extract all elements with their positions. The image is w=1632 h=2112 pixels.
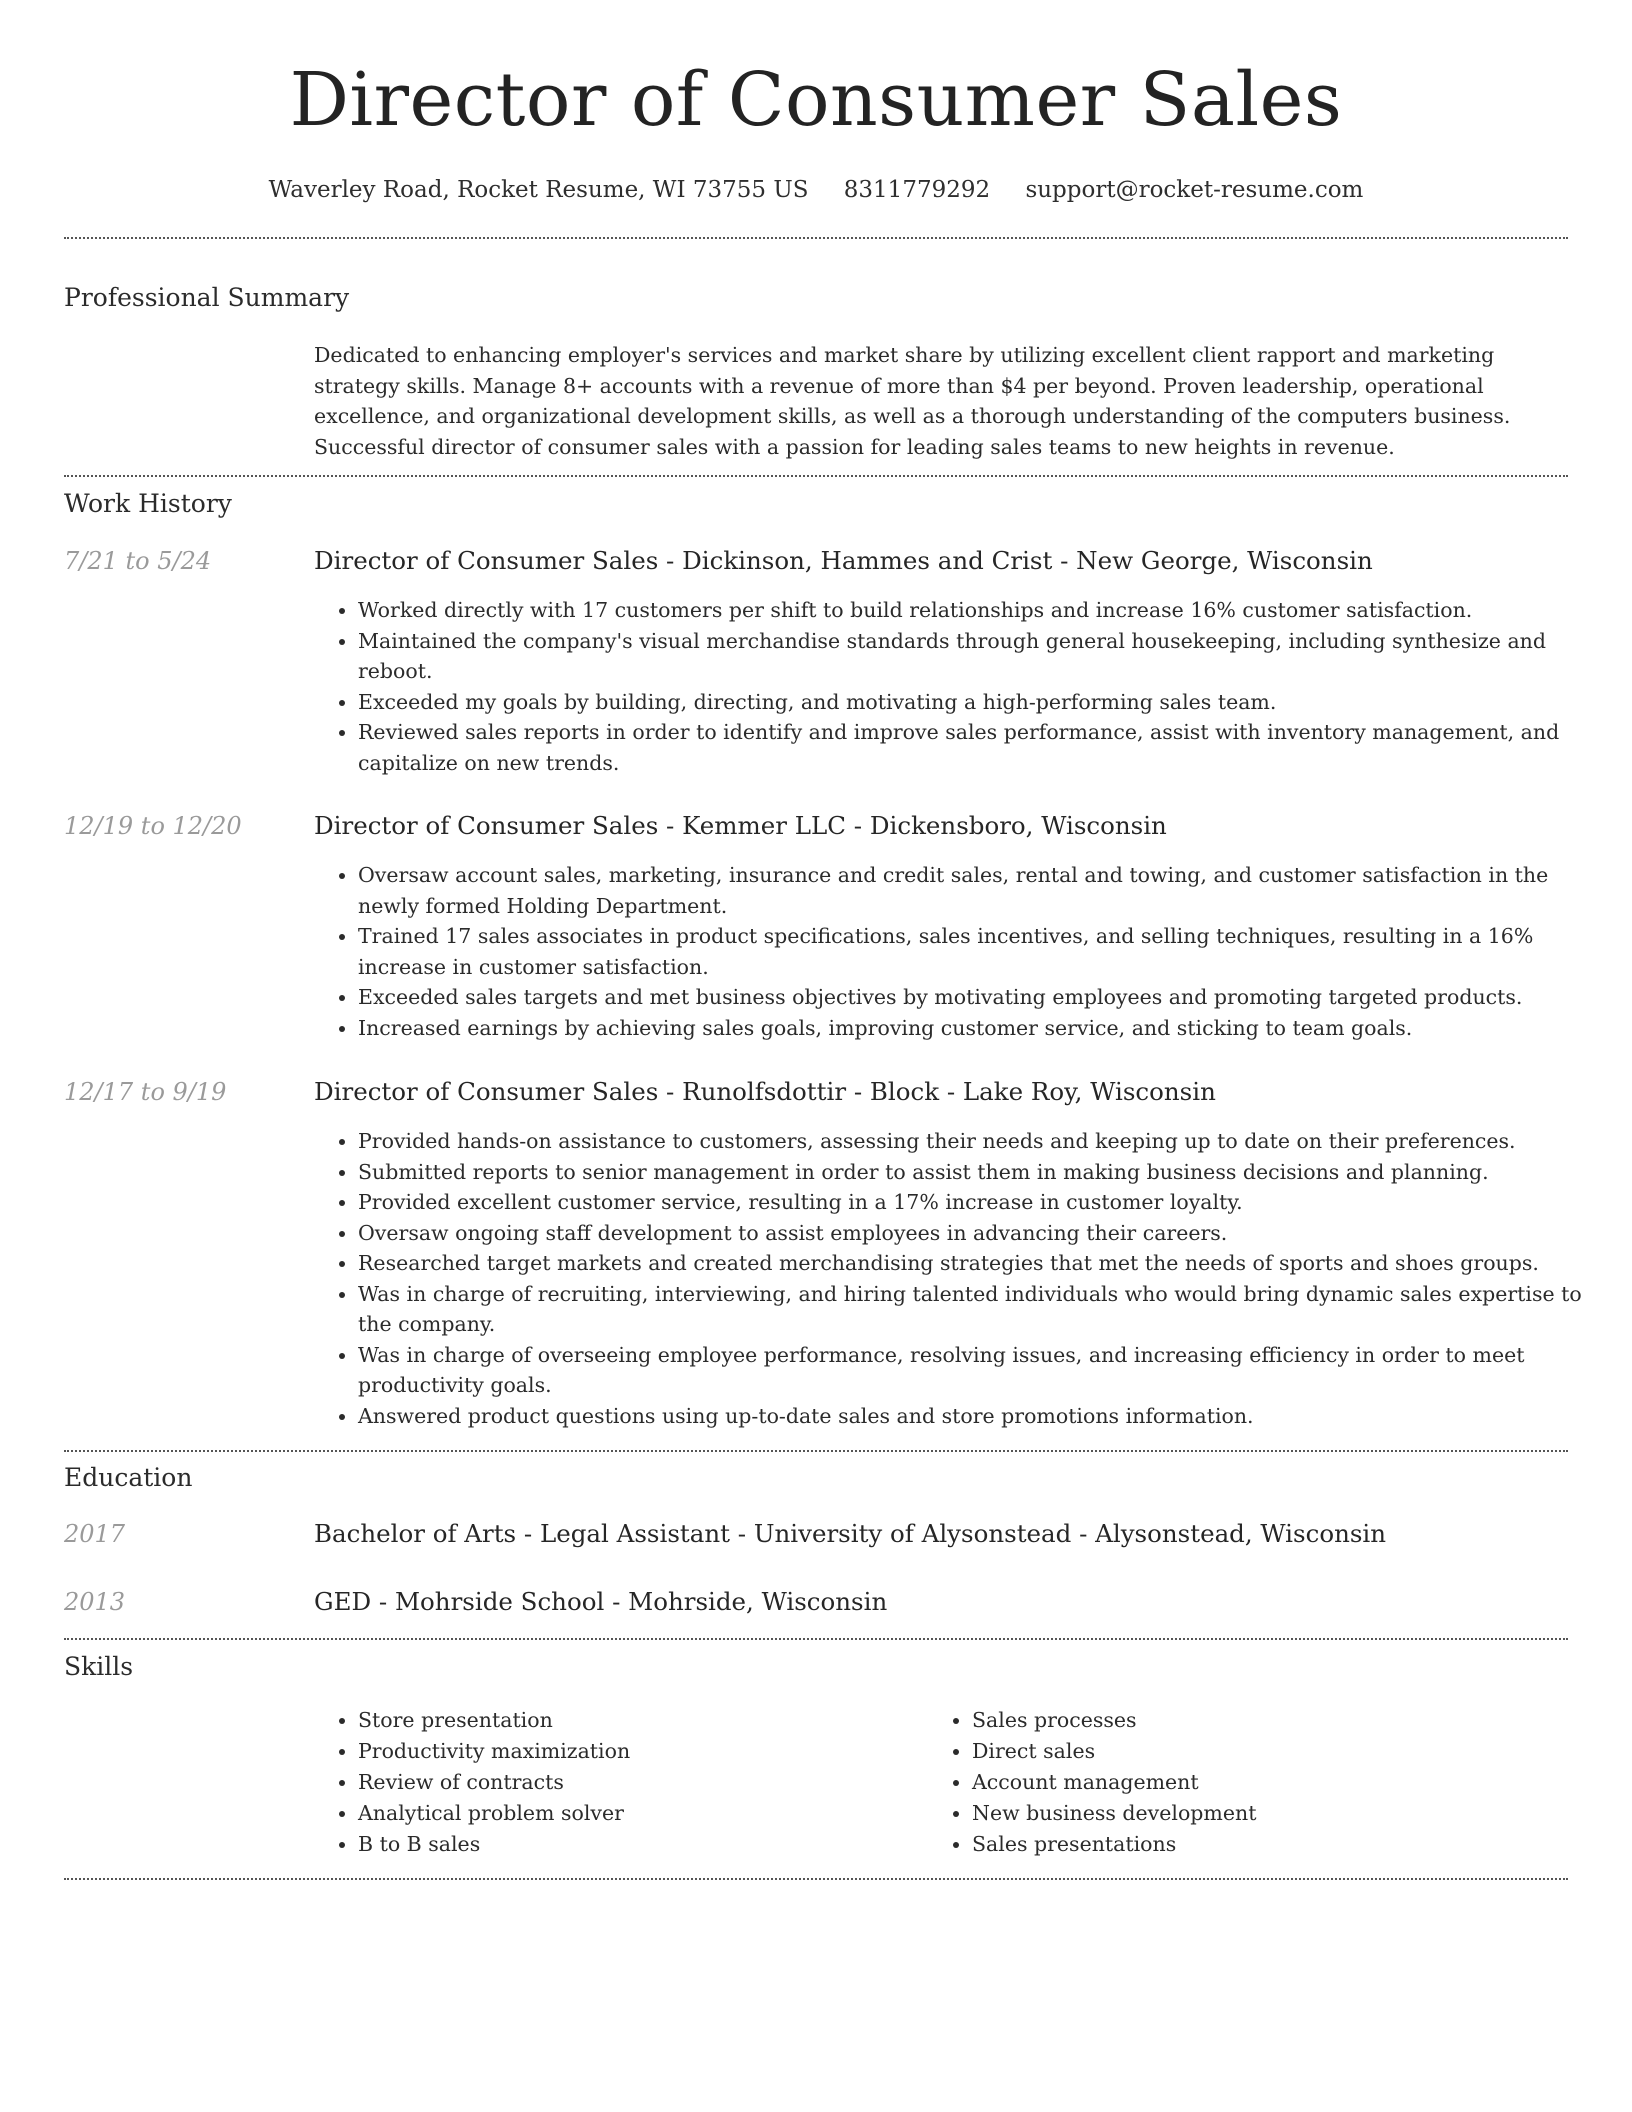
contact-address: Waverley Road, Rocket Resume, WI 73755 US — [268, 177, 809, 203]
skill-item: • Review of contracts — [358, 1767, 918, 1798]
contact-line — [64, 170, 1568, 210]
job-bullet: • Was in charge of overseeing employee performance, resolving issues, and increasing efficiency in order to meet productivity goals. — [358, 1340, 1606, 1401]
job-bullet: • Reviewed sales reports in order to identify and improve sales performance, assist with inventory management, and capitalize on new trends. — [358, 717, 1606, 778]
job-bullet: • Oversaw account sales, marketing, insurance and credit sales, rental and towing, and customer satisfaction in the newly formed Holding Department. — [358, 860, 1606, 921]
section-title-summary: Professional Summary — [64, 283, 350, 312]
section-title-skills: Skills — [64, 1652, 134, 1681]
section-divider — [64, 475, 1568, 477]
skill-item: • New business development — [972, 1798, 1532, 1829]
job-dates: 12/19 to 12/20 — [64, 812, 242, 840]
resume-page — [64, 0, 1582, 2112]
job-bullet: • Trained 17 sales associates in product specifications, sales incentives, and selling techniques, resulting in a 16% increase in customer satisfaction. — [358, 921, 1606, 982]
job-bullet: • Provided excellent customer service, resulting in a 17% increase in customer loyalty. — [358, 1187, 1606, 1218]
contact-email: support@rocket-resume.com — [1025, 177, 1364, 203]
job-bullet: • Answered product questions using up-to-date sales and store promotions information. — [358, 1401, 1606, 1432]
skill-item: • Sales presentations — [972, 1829, 1532, 1860]
section-title-work-history: Work History — [64, 489, 232, 518]
section-divider — [64, 237, 1568, 239]
job-dates: 7/21 to 5/24 — [64, 547, 212, 575]
job-heading: Director of Consumer Sales - Kemmer LLC - Dickensboro, Wisconsin — [314, 811, 1167, 840]
education-heading: Bachelor of Arts - Legal Assistant - University of Alysonstead - Alysonstead, Wisconsin — [314, 1519, 1387, 1548]
skills-list-left — [314, 1705, 918, 1860]
job-bullet: • Researched target markets and created merchandising strategies that met the needs of sports and shoes groups. — [358, 1248, 1606, 1279]
skill-item: • Productivity maximization — [358, 1736, 918, 1767]
job-bullet: • Was in charge of recruiting, interviewing, and hiring talented individuals who would bring dynamic sales expertise to the company. — [358, 1279, 1606, 1340]
job-heading: Director of Consumer Sales - Dickinson, Hammes and Crist - New George, Wisconsin — [314, 546, 1373, 575]
skill-item: • Sales processes — [972, 1705, 1532, 1736]
skill-item: • Direct sales — [972, 1736, 1532, 1767]
skill-item: • Account management — [972, 1767, 1532, 1798]
job-bullet: • Increased earnings by achieving sales goals, improving customer service, and sticking to team goals. — [358, 1013, 1606, 1044]
job-bullet: • Submitted reports to senior management in order to assist them in making business decisions and planning. — [358, 1157, 1606, 1188]
job-bullet: • Provided hands-on assistance to customers, assessing their needs and keeping up to date on their preferences. — [358, 1126, 1606, 1157]
section-divider — [64, 1878, 1568, 1880]
skill-item: • B to B sales — [358, 1829, 918, 1860]
job-dates: 12/17 to 9/19 — [64, 1078, 227, 1106]
summary-text: Dedicated to enhancing employer's services and market share by utilizing excellent client rapport and marketing strategy skills. Manage 8+ accounts with a revenue of more than $4 per beyond. Proven leadership, operational excellence, and organizational development skills, as well as a thorough understanding of the computers business. Successful director of consumer sales with a passion for leading sales teams to new heights in revenue. — [314, 343, 1511, 459]
skills-list-right — [928, 1705, 1532, 1860]
job-bullet: • Exceeded sales targets and met business objectives by motivating employees and promoting targeted products. — [358, 982, 1606, 1013]
education-year: 2017 — [64, 1520, 126, 1548]
education-year: 2013 — [64, 1588, 126, 1616]
resume-name-heading: Director of Consumer Sales — [289, 57, 1343, 143]
section-divider — [64, 1450, 1568, 1452]
education-heading: GED - Mohrside School - Mohrside, Wisconsin — [314, 1587, 888, 1616]
job-bullet: • Oversaw ongoing staff development to assist employees in advancing their careers. — [358, 1218, 1606, 1249]
section-divider — [64, 1638, 1568, 1640]
job-bullet-list — [314, 1126, 1606, 1431]
job-bullet: • Worked directly with 17 customers per shift to build relationships and increase 16% customer satisfaction. — [358, 595, 1606, 626]
job-bullet: • Maintained the company's visual merchandise standards through general housekeeping, including synthesize and reboot. — [358, 626, 1606, 687]
job-bullet: • Exceeded my goals by building, directing, and motivating a high-performing sales team. — [358, 687, 1606, 718]
job-bullet-list — [314, 860, 1606, 1043]
job-heading: Director of Consumer Sales - Runolfsdottir - Block - Lake Roy, Wisconsin — [314, 1077, 1216, 1106]
job-bullet-list — [314, 595, 1606, 778]
contact-phone: 8311779292 — [843, 177, 991, 203]
section-title-education: Education — [64, 1463, 193, 1492]
skill-item: • Analytical problem solver — [358, 1798, 918, 1829]
skill-item: • Store presentation — [358, 1705, 918, 1736]
